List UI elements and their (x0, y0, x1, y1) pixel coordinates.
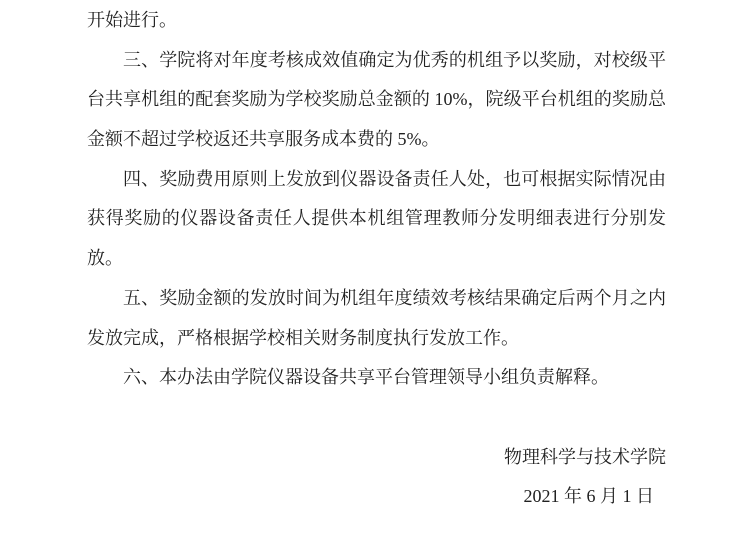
signature-line: 物理科学与技术学院 (504, 446, 666, 467)
text-line-5: 四、奖励费用原则上发放到仪器设备责任人处，也可根据实际情况由 (123, 168, 666, 189)
text-line-3: 台共享机组的配套奖励为学校奖励总金额的 10%，院级平台机组的奖励总 (87, 89, 666, 110)
text-line-8: 五、奖励金额的发放时间为机组年度绩效考核结果确定后两个月之内 (123, 287, 666, 308)
text-block (87, 1, 666, 517)
text-line-10: 六、本办法由学院仪器设备共享平台管理领导小组负责解释。 (123, 367, 609, 388)
text-line-4: 金额不超过学校返还共享服务成本费的 5%。 (87, 129, 440, 150)
text-line-9: 发放完成，严格根据学校相关财务制度执行发放工作。 (87, 327, 519, 348)
blank-line (87, 398, 666, 438)
text-line-2: 三、学院将对年度考核成效值确定为优秀的机组予以奖励，对校级平 (123, 49, 666, 70)
text-line-1: 开始进行。 (87, 10, 177, 30)
date-line: 2021 年 6 月 1 日 (523, 486, 654, 507)
text-line-7: 放。 (87, 248, 123, 269)
text-line-6: 获得奖励的仪器设备责任人提供本机组管理教师分发明细表进行分别发 (87, 208, 666, 229)
